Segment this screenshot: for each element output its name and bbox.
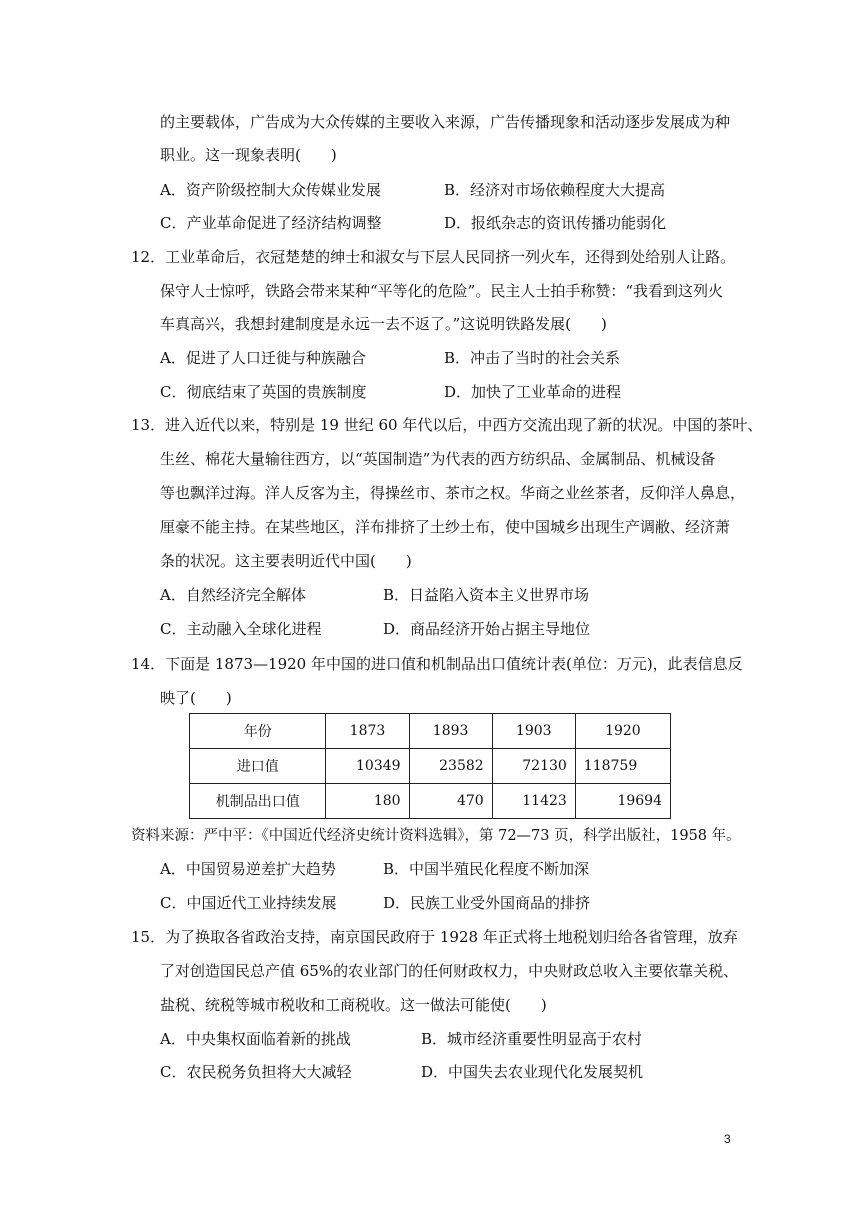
table-cell: 118759 [575,749,670,784]
q11-option-a: A．资产阶级控制大众传媒业发展 [160,181,381,199]
q15-option-c: C．农民税务负担将大大减轻 [160,1063,352,1081]
q13-line-4: 厘豪不能主持。在某些地区，洋布排挤了土纱土布，使中国城乡出现生产调敝、经济萧 [160,518,731,536]
q14-line-2: 映了( ) [160,689,232,707]
q13-option-d: D．商品经济开始占据主导地位 [383,620,591,638]
table-header-row [190,714,671,749]
q12-option-c: C．彻底结束了英国的贵族制度 [160,383,367,401]
q12-line-1: 12．工业革命后，衣冠楚楚的绅士和淑女与下层人民同挤一列火车，还得到处给别人让路。 [131,248,736,266]
table-cell: 1873 [326,714,409,749]
q15-line-1: 15．为了换取各省政治支持，南京国民政府于 1928 年正式将土地税划归给各省管理，放弃 [131,928,738,946]
q12-line-3: 车真高兴，我想封建制度是永远一去不返了。”这说明铁路发展( ) [160,315,607,333]
q11-option-c: C．产业革命促进了经济结构调整 [160,214,382,232]
q12-line-2: 保守人士惊呼，铁路会带来某种“平等化的危险”。民主人士拍手称赞：“我看到这列火 [160,282,724,300]
table-cell: 年份 [190,714,326,749]
table-row [190,749,671,784]
table-cell: 23582 [409,749,492,784]
stats-table [189,713,671,819]
table-cell: 机制品出口值 [190,784,326,819]
page-number: 3 [724,1132,731,1146]
q15-option-b: B．城市经济重要性明显高于农村 [421,1030,643,1048]
q12-option-a: A．促进了人口迁徙与种族融合 [160,349,366,367]
q11-option-b: B．经济对市场依赖程度大大提高 [444,181,666,199]
q13-option-a: A．自然经济完全解体 [160,586,306,604]
q14-option-a: A．中国贸易逆差扩大趋势 [160,860,336,878]
table-cell: 470 [409,784,492,819]
q13-line-5: 条的状况。这主要表明近代中国( ) [160,552,412,570]
table-row [190,784,671,819]
q11-line-1: 的主要载体，广告成为大众传媒的主要收入来源，广告传播现象和活动逐步发展成为种 [160,113,731,131]
q12-option-d: D．加快了工业革命的进程 [444,383,622,401]
table-cell: 1893 [409,714,492,749]
q11-line-2: 职业。这一现象表明( ) [160,146,337,164]
q11-option-d: D．报纸杂志的资讯传播功能弱化 [444,214,667,232]
q15-option-a: A．中央集权面临着新的挑战 [160,1030,351,1048]
q14-line-1: 14．下面是 1873—1920 年中国的进口值和机制品出口值统计表(单位：万元)，此表信息反 [131,655,743,673]
table-cell: 进口值 [190,749,326,784]
table-cell: 10349 [326,749,409,784]
q13-line-1: 13．进入近代以来，特别是 19 世纪 60 年代以后，中西方交流出现了新的状况。中国的茶叶、 [131,416,763,434]
table-cell: 1920 [575,714,670,749]
q13-option-c: C．主动融入全球化进程 [160,620,322,638]
table-cell: 180 [326,784,409,819]
table-cell: 1903 [492,714,575,749]
q14-option-d: D．民族工业受外国商品的排挤 [383,894,591,912]
q15-line-3: 盐税、统税等城市税收和工商税收。这一做法可能使( ) [160,996,547,1014]
q13-option-b: B．日益陷入资本主义世界市场 [383,586,590,604]
q15-option-d: D．中国失去农业现代化发展契机 [421,1063,644,1081]
q13-line-3: 等也飘洋过海。洋人反客为主，得操丝市、茶市之权。华商之业丝茶者，反仰洋人鼻息， [160,484,746,502]
table-cell: 19694 [575,784,670,819]
q14-option-c: C．中国近代工业持续发展 [160,894,337,912]
table-source-note: 资料来源：严中平：《中国近代经济史统计资料选辑》，第 72—73 页，科学出版社，1958 年。 [131,828,741,844]
q12-option-b: B．冲击了当时的社会关系 [444,349,621,367]
q13-line-2: 生丝、棉花大量输往西方，以“英国制造”为代表的西方纺织品、金属制品、机械设备 [160,450,716,468]
table-cell: 72130 [492,749,575,784]
table-cell: 11423 [492,784,575,819]
q14-option-b: B．中国半殖民化程度不断加深 [383,860,590,878]
q15-line-2: 了对创造国民总产值 65%的农业部门的任何财政权力，中央财政总收入主要依靠关税、 [160,962,739,980]
